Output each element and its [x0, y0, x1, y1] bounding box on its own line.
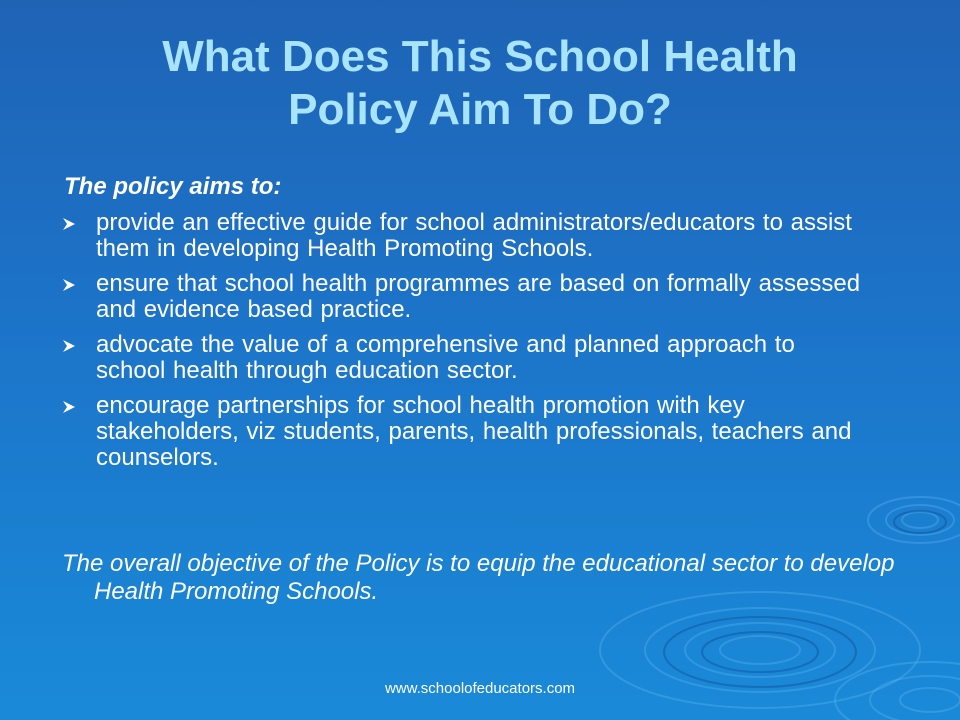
bullet-text: advocate the value of a comprehensive and planned approach to school health through education sector. [96, 331, 795, 384]
arrowhead-bullet-icon [62, 278, 76, 292]
title-line-2: Policy Aim To Do? [288, 85, 672, 134]
title-line-1: What Does This School Health [162, 32, 798, 81]
list-item [62, 393, 862, 471]
list-item [62, 210, 862, 262]
intro-text: The policy aims to: [64, 173, 282, 200]
arrowhead-bullet-icon [62, 400, 76, 414]
bullet-text: provide an effective guide for school administrators/educators to assist them in developing Health Promoting Schools. [96, 209, 852, 262]
aims-list [62, 210, 862, 480]
arrowhead-bullet-icon [62, 339, 76, 353]
list-item [62, 271, 862, 323]
slide-title [40, 30, 920, 136]
list-item [62, 332, 862, 384]
objective-text: The overall objective of the Policy is to equip the educational sector to develop Health Promoting Schools. [62, 550, 895, 605]
bullet-text: encourage partnerships for school health promotion with key stakeholders, viz students, parents, health professionals, teachers and counselors. [96, 392, 852, 471]
arrowhead-bullet-icon [62, 217, 76, 231]
bullet-text: ensure that school health programmes are based on formally assessed and evidence based practice. [96, 270, 861, 323]
footer-url: www.schoolofeducators.com [384, 680, 576, 697]
